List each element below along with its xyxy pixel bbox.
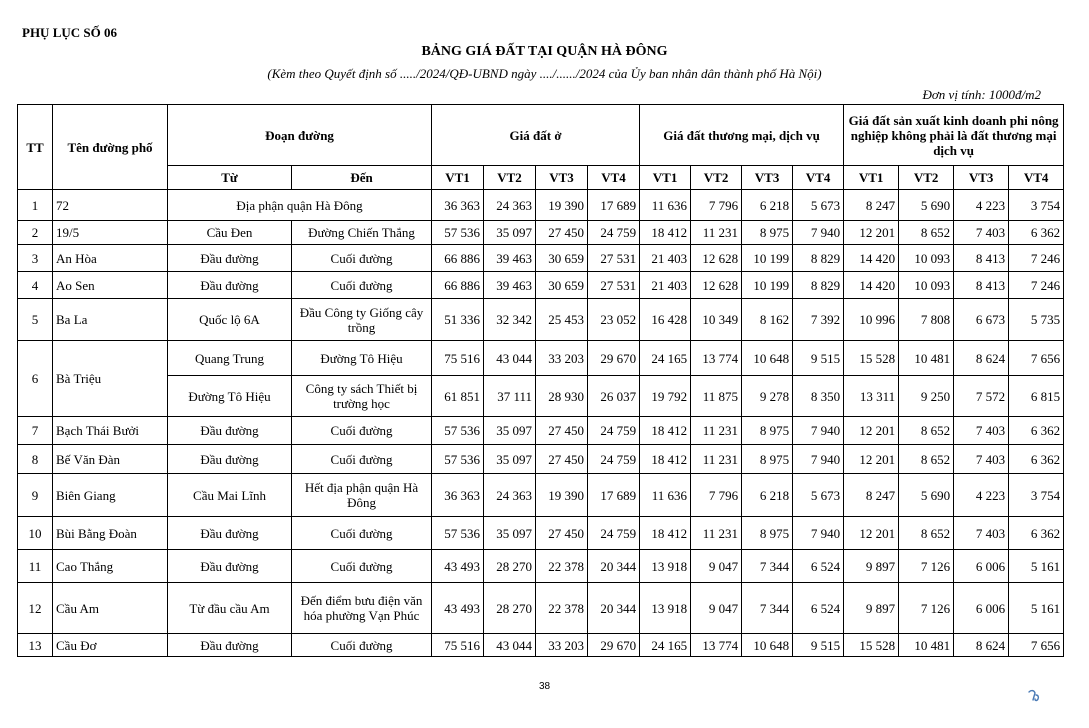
price-cell: 10 648 bbox=[742, 341, 793, 376]
price-cell: 6 362 bbox=[1009, 417, 1064, 445]
price-cell: 6 218 bbox=[742, 190, 793, 221]
table-row bbox=[18, 272, 1064, 299]
price-cell: 9 515 bbox=[793, 341, 844, 376]
price-cell: 16 428 bbox=[640, 299, 691, 341]
table-row bbox=[18, 341, 1064, 376]
segment-from: Đường Tô Hiệu bbox=[168, 376, 292, 417]
land-price-table bbox=[17, 104, 1064, 657]
street-name: An Hòa bbox=[53, 245, 168, 272]
street-name: Cao Thắng bbox=[53, 550, 168, 583]
row-number: 5 bbox=[18, 299, 53, 341]
price-cell: 6 673 bbox=[954, 299, 1009, 341]
price-cell: 8 975 bbox=[742, 445, 793, 474]
page-subtitle: (Kèm theo Quyết định số ...../2024/QĐ-UBND ngày ..../....../2024 của Ủy ban nhân dân thành phố Hà Nội) bbox=[267, 66, 822, 81]
street-name: Bùi Bằng Đoàn bbox=[53, 517, 168, 550]
price-cell: 18 412 bbox=[640, 221, 691, 245]
price-cell: 28 270 bbox=[484, 550, 536, 583]
segment-from: Đầu đường bbox=[168, 445, 292, 474]
table-row bbox=[18, 221, 1064, 245]
price-cell: 35 097 bbox=[484, 417, 536, 445]
price-cell: 10 349 bbox=[691, 299, 742, 341]
price-cell: 9 278 bbox=[742, 376, 793, 417]
header-vt: VT2 bbox=[484, 166, 536, 190]
price-cell: 6 362 bbox=[1009, 445, 1064, 474]
header-vt: VT3 bbox=[954, 166, 1009, 190]
price-cell: 27 450 bbox=[536, 445, 588, 474]
table-row bbox=[18, 474, 1064, 517]
price-cell: 12 201 bbox=[844, 417, 899, 445]
price-cell: 3 754 bbox=[1009, 474, 1064, 517]
price-cell: 7 246 bbox=[1009, 245, 1064, 272]
price-cell: 18 412 bbox=[640, 445, 691, 474]
price-cell: 35 097 bbox=[484, 221, 536, 245]
table-row bbox=[18, 517, 1064, 550]
price-cell: 7 403 bbox=[954, 221, 1009, 245]
price-cell: 66 886 bbox=[432, 272, 484, 299]
price-cell: 6 218 bbox=[742, 474, 793, 517]
price-cell: 6 006 bbox=[954, 550, 1009, 583]
price-cell: 13 918 bbox=[640, 583, 691, 634]
price-cell: 27 450 bbox=[536, 417, 588, 445]
table-row bbox=[18, 445, 1064, 474]
price-cell: 39 463 bbox=[484, 245, 536, 272]
price-cell: 17 689 bbox=[588, 474, 640, 517]
header-vt: VT4 bbox=[1009, 166, 1064, 190]
price-cell: 7 940 bbox=[793, 445, 844, 474]
price-cell: 36 363 bbox=[432, 474, 484, 517]
price-cell: 24 363 bbox=[484, 474, 536, 517]
price-cell: 14 420 bbox=[844, 272, 899, 299]
price-cell: 43 493 bbox=[432, 550, 484, 583]
row-number: 3 bbox=[18, 245, 53, 272]
street-name: Bạch Thái Bưởi bbox=[53, 417, 168, 445]
price-cell: 7 572 bbox=[954, 376, 1009, 417]
price-cell: 24 759 bbox=[588, 445, 640, 474]
price-cell: 19 390 bbox=[536, 190, 588, 221]
price-cell: 7 940 bbox=[793, 221, 844, 245]
price-cell: 18 412 bbox=[640, 517, 691, 550]
price-cell: 8 652 bbox=[899, 517, 954, 550]
price-cell: 7 126 bbox=[899, 583, 954, 634]
price-cell: 29 670 bbox=[588, 634, 640, 657]
segment-to: Cuối đường bbox=[292, 517, 432, 550]
price-cell: 10 481 bbox=[899, 634, 954, 657]
price-cell: 12 628 bbox=[691, 272, 742, 299]
header-vt: VT1 bbox=[432, 166, 484, 190]
table-row bbox=[18, 634, 1064, 657]
price-cell: 8 413 bbox=[954, 272, 1009, 299]
price-cell: 66 886 bbox=[432, 245, 484, 272]
street-name: 19/5 bbox=[53, 221, 168, 245]
price-cell: 7 796 bbox=[691, 190, 742, 221]
price-cell: 29 670 bbox=[588, 341, 640, 376]
price-cell: 7 403 bbox=[954, 445, 1009, 474]
price-cell: 8 624 bbox=[954, 341, 1009, 376]
row-number: 1 bbox=[18, 190, 53, 221]
price-cell: 13 311 bbox=[844, 376, 899, 417]
price-cell: 8 975 bbox=[742, 517, 793, 550]
street-name: Ao Sen bbox=[53, 272, 168, 299]
row-number: 13 bbox=[18, 634, 53, 657]
price-cell: 27 531 bbox=[588, 245, 640, 272]
price-cell: 6 362 bbox=[1009, 221, 1064, 245]
price-cell: 24 759 bbox=[588, 221, 640, 245]
street-name: Cầu Am bbox=[53, 583, 168, 634]
segment-to: Cuối đường bbox=[292, 445, 432, 474]
price-cell: 8 652 bbox=[899, 417, 954, 445]
header-residential-price: Giá đất ở bbox=[432, 105, 640, 166]
segment-from: Đầu đường bbox=[168, 272, 292, 299]
header-commercial-price: Giá đất thương mại, dịch vụ bbox=[640, 105, 844, 166]
header-vt: VT2 bbox=[691, 166, 742, 190]
street-name: Bà Triệu bbox=[53, 341, 168, 417]
price-cell: 12 201 bbox=[844, 221, 899, 245]
price-cell: 37 111 bbox=[484, 376, 536, 417]
price-cell: 8 829 bbox=[793, 272, 844, 299]
price-cell: 57 536 bbox=[432, 445, 484, 474]
price-cell: 21 403 bbox=[640, 245, 691, 272]
price-cell: 7 344 bbox=[742, 550, 793, 583]
street-name: Bế Văn Đàn bbox=[53, 445, 168, 474]
row-number: 7 bbox=[18, 417, 53, 445]
page-number: 38 bbox=[538, 681, 551, 692]
segment-from: Từ đầu cầu Am bbox=[168, 583, 292, 634]
price-cell: 11 875 bbox=[691, 376, 742, 417]
street-name: 72 bbox=[53, 190, 168, 221]
price-cell: 3 754 bbox=[1009, 190, 1064, 221]
segment-to: Cuối đường bbox=[292, 272, 432, 299]
segment-from: Quang Trung bbox=[168, 341, 292, 376]
price-cell: 7 656 bbox=[1009, 341, 1064, 376]
segment-from: Đầu đường bbox=[168, 634, 292, 657]
header-vt: VT4 bbox=[793, 166, 844, 190]
price-cell: 11 231 bbox=[691, 517, 742, 550]
price-cell: 27 531 bbox=[588, 272, 640, 299]
header-vt: VT1 bbox=[640, 166, 691, 190]
segment-from: Đầu đường bbox=[168, 245, 292, 272]
price-cell: 11 231 bbox=[691, 445, 742, 474]
price-cell: 33 203 bbox=[536, 341, 588, 376]
price-cell: 8 975 bbox=[742, 221, 793, 245]
price-cell: 25 453 bbox=[536, 299, 588, 341]
price-cell: 5 673 bbox=[793, 190, 844, 221]
price-cell: 13 774 bbox=[691, 634, 742, 657]
price-cell: 10 093 bbox=[899, 245, 954, 272]
price-cell: 13 774 bbox=[691, 341, 742, 376]
segment-from: Cầu Đen bbox=[168, 221, 292, 245]
price-cell: 11 231 bbox=[691, 221, 742, 245]
price-cell: 23 052 bbox=[588, 299, 640, 341]
price-cell: 43 493 bbox=[432, 583, 484, 634]
table-row bbox=[18, 299, 1064, 341]
header-to: Đến bbox=[292, 166, 432, 190]
price-cell: 9 515 bbox=[793, 634, 844, 657]
price-cell: 26 037 bbox=[588, 376, 640, 417]
table-row bbox=[18, 417, 1064, 445]
price-cell: 19 390 bbox=[536, 474, 588, 517]
price-cell: 8 829 bbox=[793, 245, 844, 272]
segment-to: Đường Tô Hiệu bbox=[292, 341, 432, 376]
price-cell: 8 247 bbox=[844, 190, 899, 221]
price-cell: 7 246 bbox=[1009, 272, 1064, 299]
price-cell: 22 378 bbox=[536, 583, 588, 634]
segment-to: Hết địa phận quận Hà Đông bbox=[292, 474, 432, 517]
price-cell: 61 851 bbox=[432, 376, 484, 417]
price-cell: 7 940 bbox=[793, 417, 844, 445]
price-cell: 57 536 bbox=[432, 517, 484, 550]
price-cell: 10 199 bbox=[742, 272, 793, 299]
price-cell: 75 516 bbox=[432, 341, 484, 376]
segment-from: Đầu đường bbox=[168, 517, 292, 550]
price-cell: 7 403 bbox=[954, 517, 1009, 550]
price-cell: 5 161 bbox=[1009, 550, 1064, 583]
price-cell: 7 344 bbox=[742, 583, 793, 634]
price-cell: 7 808 bbox=[899, 299, 954, 341]
price-cell: 8 413 bbox=[954, 245, 1009, 272]
price-cell: 57 536 bbox=[432, 221, 484, 245]
price-cell: 9 250 bbox=[899, 376, 954, 417]
price-cell: 12 201 bbox=[844, 445, 899, 474]
header-vt: VT1 bbox=[844, 166, 899, 190]
price-cell: 35 097 bbox=[484, 517, 536, 550]
table-row bbox=[18, 550, 1064, 583]
appendix-label: PHỤ LỤC SỐ 06 bbox=[22, 25, 117, 40]
price-cell: 13 918 bbox=[640, 550, 691, 583]
price-cell: 6 006 bbox=[954, 583, 1009, 634]
price-cell: 18 412 bbox=[640, 417, 691, 445]
price-cell: 43 044 bbox=[484, 634, 536, 657]
row-number: 10 bbox=[18, 517, 53, 550]
price-cell: 10 481 bbox=[899, 341, 954, 376]
price-cell: 27 450 bbox=[536, 221, 588, 245]
segment-to: Cuối đường bbox=[292, 245, 432, 272]
segment-from: Cầu Mai Lĩnh bbox=[168, 474, 292, 517]
price-cell: 9 047 bbox=[691, 583, 742, 634]
price-cell: 32 342 bbox=[484, 299, 536, 341]
price-cell: 8 975 bbox=[742, 417, 793, 445]
row-number: 6 bbox=[18, 341, 53, 417]
price-cell: 6 524 bbox=[793, 583, 844, 634]
header-segment: Đoạn đường bbox=[168, 105, 432, 166]
price-cell: 22 378 bbox=[536, 550, 588, 583]
price-cell: 8 350 bbox=[793, 376, 844, 417]
price-cell: 9 897 bbox=[844, 550, 899, 583]
price-cell: 30 659 bbox=[536, 245, 588, 272]
header-tt: TT bbox=[18, 105, 53, 190]
price-cell: 15 528 bbox=[844, 634, 899, 657]
price-cell: 43 044 bbox=[484, 341, 536, 376]
segment-to: Cuối đường bbox=[292, 417, 432, 445]
price-cell: 10 996 bbox=[844, 299, 899, 341]
segment-to: Đường Chiến Thắng bbox=[292, 221, 432, 245]
price-cell: 75 516 bbox=[432, 634, 484, 657]
price-cell: 5 161 bbox=[1009, 583, 1064, 634]
header-vt: VT3 bbox=[742, 166, 793, 190]
segment-from: Đầu đường bbox=[168, 417, 292, 445]
price-cell: 51 336 bbox=[432, 299, 484, 341]
row-number: 2 bbox=[18, 221, 53, 245]
price-cell: 8 162 bbox=[742, 299, 793, 341]
header-vt: VT4 bbox=[588, 166, 640, 190]
price-cell: 10 648 bbox=[742, 634, 793, 657]
row-number: 8 bbox=[18, 445, 53, 474]
price-cell: 10 093 bbox=[899, 272, 954, 299]
price-cell: 39 463 bbox=[484, 272, 536, 299]
price-cell: 9 897 bbox=[844, 583, 899, 634]
price-cell: 12 201 bbox=[844, 517, 899, 550]
price-cell: 5 690 bbox=[899, 190, 954, 221]
price-cell: 7 403 bbox=[954, 417, 1009, 445]
price-cell: 5 673 bbox=[793, 474, 844, 517]
price-cell: 7 940 bbox=[793, 517, 844, 550]
price-cell: 7 656 bbox=[1009, 634, 1064, 657]
unit-label: Đơn vị tính: 1000đ/m2 bbox=[922, 87, 1041, 102]
row-number: 4 bbox=[18, 272, 53, 299]
price-cell: 4 223 bbox=[954, 190, 1009, 221]
street-name: Biên Giang bbox=[53, 474, 168, 517]
street-name: Cầu Đơ bbox=[53, 634, 168, 657]
segment-to: Đầu Công ty Giống cây trồng bbox=[292, 299, 432, 341]
price-cell: 12 628 bbox=[691, 245, 742, 272]
row-number: 11 bbox=[18, 550, 53, 583]
price-cell: 24 165 bbox=[640, 341, 691, 376]
price-cell: 27 450 bbox=[536, 517, 588, 550]
page-title: BẢNG GIÁ ĐẤT TẠI QUẬN HÀ ĐÔNG bbox=[421, 44, 668, 59]
price-cell: 57 536 bbox=[432, 417, 484, 445]
price-cell: 8 652 bbox=[899, 445, 954, 474]
segment-from: Quốc lộ 6A bbox=[168, 299, 292, 341]
row-number: 9 bbox=[18, 474, 53, 517]
corner-mark-icon bbox=[1026, 688, 1042, 704]
table-row bbox=[18, 190, 1064, 221]
price-cell: 11 636 bbox=[640, 190, 691, 221]
price-cell: 4 223 bbox=[954, 474, 1009, 517]
street-name: Ba La bbox=[53, 299, 168, 341]
segment-full: Địa phận quận Hà Đông bbox=[168, 190, 432, 221]
price-cell: 20 344 bbox=[588, 550, 640, 583]
header-from: Từ bbox=[168, 166, 292, 190]
price-cell: 28 270 bbox=[484, 583, 536, 634]
price-cell: 14 420 bbox=[844, 245, 899, 272]
price-cell: 5 690 bbox=[899, 474, 954, 517]
table-body bbox=[18, 190, 1064, 657]
table-row bbox=[18, 376, 1064, 417]
price-cell: 15 528 bbox=[844, 341, 899, 376]
price-cell: 7 392 bbox=[793, 299, 844, 341]
segment-to: Cuối đường bbox=[292, 550, 432, 583]
price-cell: 28 930 bbox=[536, 376, 588, 417]
price-cell: 5 735 bbox=[1009, 299, 1064, 341]
header-vt: VT3 bbox=[536, 166, 588, 190]
price-cell: 17 689 bbox=[588, 190, 640, 221]
price-cell: 24 165 bbox=[640, 634, 691, 657]
price-cell: 24 759 bbox=[588, 417, 640, 445]
price-cell: 36 363 bbox=[432, 190, 484, 221]
price-cell: 11 231 bbox=[691, 417, 742, 445]
segment-to: Đến điểm bưu điện văn hóa phường Vạn Phúc bbox=[292, 583, 432, 634]
header-street-name: Tên đường phố bbox=[53, 105, 168, 190]
header-nonagri-price: Giá đất sản xuất kinh doanh phi nông nghiệp không phải là đất thương mại dịch vụ bbox=[844, 105, 1064, 166]
price-cell: 9 047 bbox=[691, 550, 742, 583]
price-cell: 6 815 bbox=[1009, 376, 1064, 417]
price-cell: 10 199 bbox=[742, 245, 793, 272]
price-cell: 8 624 bbox=[954, 634, 1009, 657]
price-cell: 30 659 bbox=[536, 272, 588, 299]
price-cell: 24 759 bbox=[588, 517, 640, 550]
segment-to: Công ty sách Thiết bị trường học bbox=[292, 376, 432, 417]
price-cell: 6 524 bbox=[793, 550, 844, 583]
price-cell: 20 344 bbox=[588, 583, 640, 634]
segment-from: Đầu đường bbox=[168, 550, 292, 583]
price-cell: 6 362 bbox=[1009, 517, 1064, 550]
price-cell: 8 247 bbox=[844, 474, 899, 517]
price-cell: 19 792 bbox=[640, 376, 691, 417]
table-row bbox=[18, 583, 1064, 634]
price-cell: 7 126 bbox=[899, 550, 954, 583]
price-cell: 35 097 bbox=[484, 445, 536, 474]
table-row bbox=[18, 245, 1064, 272]
segment-to: Cuối đường bbox=[292, 634, 432, 657]
header-vt: VT2 bbox=[899, 166, 954, 190]
price-cell: 24 363 bbox=[484, 190, 536, 221]
price-cell: 8 652 bbox=[899, 221, 954, 245]
row-number: 12 bbox=[18, 583, 53, 634]
price-cell: 21 403 bbox=[640, 272, 691, 299]
price-cell: 33 203 bbox=[536, 634, 588, 657]
price-cell: 7 796 bbox=[691, 474, 742, 517]
price-cell: 11 636 bbox=[640, 474, 691, 517]
